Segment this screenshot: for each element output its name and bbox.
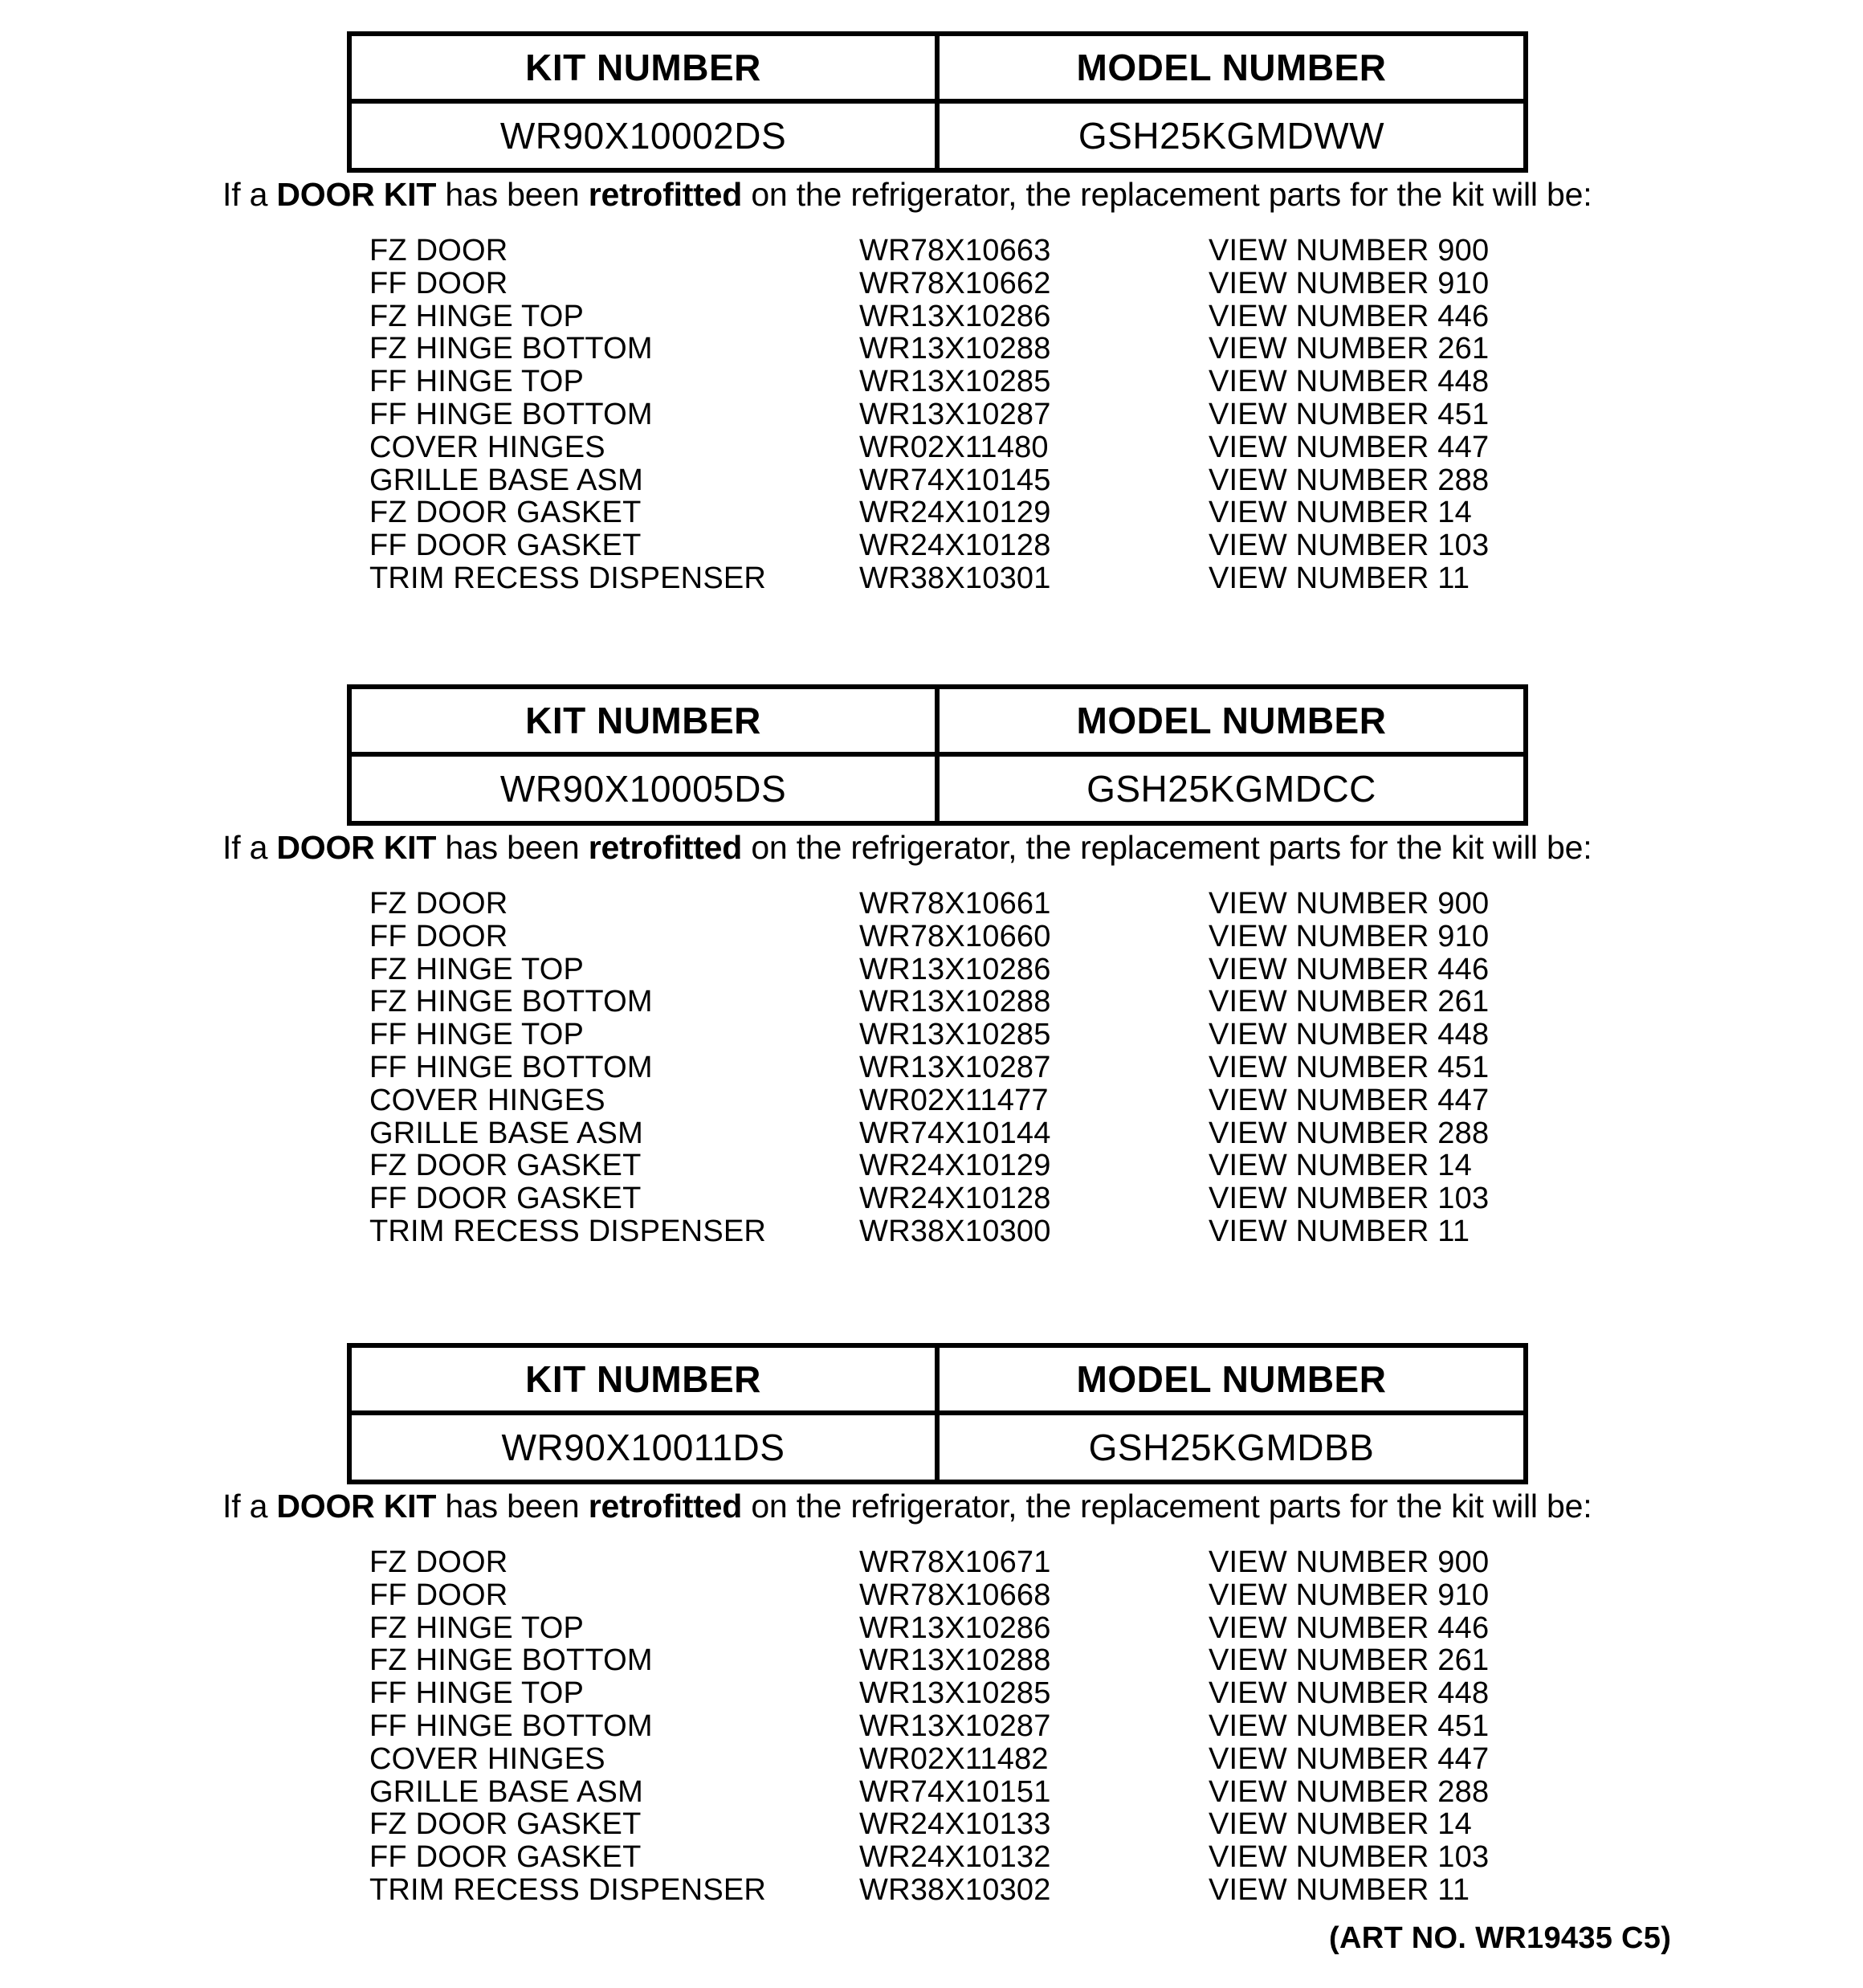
view-number: VIEW NUMBER 447: [1209, 430, 1490, 464]
view-number: VIEW NUMBER 14: [1209, 1149, 1472, 1183]
part-name: FF HINGE BOTTOM: [369, 1708, 653, 1743]
model-number-header: MODEL NUMBER: [937, 1345, 1526, 1413]
view-number: VIEW NUMBER 261: [1209, 1643, 1490, 1678]
intro-text-part1: If a: [222, 176, 277, 213]
part-name: COVER HINGES: [369, 1083, 605, 1117]
part-number: WR13X10286: [859, 952, 1051, 986]
table-header-row: [349, 687, 1526, 754]
part-name: COVER HINGES: [369, 1741, 605, 1776]
part-name: FZ DOOR: [369, 234, 508, 267]
kit-number-value: WR90X10005DS: [349, 754, 937, 823]
model-number-header: MODEL NUMBER: [937, 687, 1526, 754]
part-number: WR24X10128: [859, 529, 1051, 563]
part-number: WR24X10133: [859, 1807, 1051, 1842]
view-number: VIEW NUMBER 261: [1209, 332, 1490, 366]
part-name: FZ HINGE BOTTOM: [369, 332, 653, 366]
part-number: WR78X10660: [859, 919, 1051, 953]
retrofit-intro-sentence: [222, 1487, 1592, 1525]
part-number: WR13X10287: [859, 1708, 1051, 1743]
part-name: FZ HINGE BOTTOM: [369, 1643, 653, 1678]
view-number: VIEW NUMBER 910: [1209, 266, 1490, 300]
part-number: WR13X10285: [859, 365, 1051, 399]
part-name: FZ DOOR GASKET: [369, 1149, 642, 1183]
part-number: WR78X10671: [859, 1545, 1051, 1579]
part-number: WR24X10132: [859, 1840, 1051, 1875]
part-number: WR02X11477: [859, 1083, 1049, 1117]
view-number: VIEW NUMBER 451: [1209, 1708, 1490, 1743]
table-value-row: [349, 754, 1526, 823]
part-name: FF HINGE BOTTOM: [369, 1050, 653, 1084]
view-number: VIEW NUMBER 103: [1209, 529, 1490, 563]
view-number: VIEW NUMBER 448: [1209, 365, 1490, 399]
part-name: FF DOOR GASKET: [369, 529, 642, 563]
part-name: FF HINGE TOP: [369, 1676, 585, 1711]
part-number: WR13X10285: [859, 1018, 1051, 1052]
kit-number-value: WR90X10011DS: [349, 1413, 937, 1482]
part-name: COVER HINGES: [369, 430, 605, 464]
view-number: VIEW NUMBER 447: [1209, 1083, 1490, 1117]
intro-text-part3: on the refrigerator, the replacement parts for the kit will be:: [742, 1488, 1592, 1525]
part-name: FF HINGE BOTTOM: [369, 397, 653, 431]
part-number: WR24X10128: [859, 1182, 1051, 1216]
part-number: WR78X10668: [859, 1578, 1051, 1612]
view-number: VIEW NUMBER 451: [1209, 397, 1490, 431]
table-value-row: [349, 101, 1526, 170]
part-name: GRILLE BASE ASM: [369, 1116, 643, 1150]
part-name: FZ DOOR: [369, 887, 508, 921]
part-name: FZ HINGE TOP: [369, 299, 585, 333]
view-number: VIEW NUMBER 11: [1209, 561, 1470, 595]
intro-text-part2: has been: [436, 176, 589, 213]
kit-number-header: KIT NUMBER: [349, 687, 937, 754]
intro-bold-door-kit: DOOR KIT: [276, 829, 437, 866]
part-number: WR13X10288: [859, 1643, 1051, 1678]
part-name: FZ HINGE BOTTOM: [369, 985, 653, 1019]
part-name: GRILLE BASE ASM: [369, 1774, 643, 1809]
view-number: VIEW NUMBER 910: [1209, 1578, 1490, 1612]
kit-model-table: [347, 31, 1528, 173]
table-value-row: [349, 1413, 1526, 1482]
intro-bold-retrofitted: retrofitted: [588, 829, 743, 866]
part-number: WR24X10129: [859, 1149, 1051, 1183]
intro-bold-retrofitted: retrofitted: [588, 176, 743, 213]
view-number: VIEW NUMBER 103: [1209, 1840, 1490, 1875]
part-number: WR74X10144: [859, 1116, 1051, 1150]
part-name: FF DOOR: [369, 1578, 508, 1612]
part-name: TRIM RECESS DISPENSER: [369, 561, 767, 595]
intro-bold-door-kit: DOOR KIT: [276, 1488, 437, 1525]
view-number: VIEW NUMBER 103: [1209, 1182, 1490, 1216]
kit-number-header: KIT NUMBER: [349, 34, 937, 101]
view-number: VIEW NUMBER 288: [1209, 1116, 1490, 1150]
part-number: WR13X10288: [859, 332, 1051, 366]
part-name: FF DOOR: [369, 266, 508, 300]
kit-number-header: KIT NUMBER: [349, 1345, 937, 1413]
view-number: VIEW NUMBER 448: [1209, 1676, 1490, 1711]
intro-bold-door-kit: DOOR KIT: [276, 176, 437, 213]
part-number: WR02X11480: [859, 430, 1049, 464]
part-number: WR13X10286: [859, 299, 1051, 333]
part-name: FZ HINGE TOP: [369, 952, 585, 986]
view-number: VIEW NUMBER 11: [1209, 1214, 1470, 1248]
part-name: FZ HINGE TOP: [369, 1610, 585, 1645]
part-number: WR38X10301: [859, 561, 1051, 595]
part-number: WR13X10286: [859, 1610, 1051, 1645]
intro-text-part1: If a: [222, 829, 277, 866]
part-number: WR78X10662: [859, 266, 1051, 300]
view-number: VIEW NUMBER 446: [1209, 299, 1490, 333]
part-number: WR38X10300: [859, 1214, 1051, 1248]
view-number: VIEW NUMBER 14: [1209, 1807, 1472, 1842]
part-name: FF HINGE TOP: [369, 1018, 585, 1052]
kit-model-table: [347, 684, 1528, 826]
part-name: FF DOOR GASKET: [369, 1182, 642, 1216]
part-name: GRILLE BASE ASM: [369, 463, 643, 497]
part-name: TRIM RECESS DISPENSER: [369, 1214, 767, 1248]
intro-text-part3: on the refrigerator, the replacement parts for the kit will be:: [742, 176, 1592, 213]
view-number: VIEW NUMBER 448: [1209, 1018, 1490, 1052]
view-number: VIEW NUMBER 446: [1209, 1610, 1490, 1645]
part-name: FF HINGE TOP: [369, 365, 585, 399]
part-name: FZ DOOR GASKET: [369, 496, 642, 530]
table-header-row: [349, 1345, 1526, 1413]
model-number-value: GSH25KGMDBB: [937, 1413, 1526, 1482]
part-number: WR24X10129: [859, 496, 1051, 530]
intro-text-part2: has been: [436, 829, 589, 866]
intro-text-part1: If a: [222, 1488, 277, 1525]
view-number: VIEW NUMBER 14: [1209, 496, 1472, 530]
table-header-row: [349, 34, 1526, 101]
intro-text-part2: has been: [436, 1488, 589, 1525]
intro-text-part3: on the refrigerator, the replacement parts for the kit will be:: [742, 829, 1592, 866]
view-number: VIEW NUMBER 261: [1209, 985, 1490, 1019]
part-number: WR02X11482: [859, 1741, 1049, 1776]
part-number: WR13X10287: [859, 397, 1051, 431]
part-number: WR74X10151: [859, 1774, 1051, 1809]
part-name: TRIM RECESS DISPENSER: [369, 1872, 767, 1907]
model-number-value: GSH25KGMDWW: [937, 101, 1526, 170]
view-number: VIEW NUMBER 447: [1209, 1741, 1490, 1776]
model-number-value: GSH25KGMDCC: [937, 754, 1526, 823]
part-number: WR13X10285: [859, 1676, 1051, 1711]
model-number-header: MODEL NUMBER: [937, 34, 1526, 101]
part-name: FF DOOR GASKET: [369, 1840, 642, 1875]
retrofit-intro-sentence: [222, 828, 1592, 867]
part-name: FZ DOOR: [369, 1545, 508, 1579]
retrofit-intro-sentence: [222, 175, 1592, 214]
view-number: VIEW NUMBER 451: [1209, 1050, 1490, 1084]
view-number: VIEW NUMBER 446: [1209, 952, 1490, 986]
part-number: WR78X10663: [859, 234, 1051, 267]
view-number: VIEW NUMBER 900: [1209, 887, 1490, 921]
part-number: WR78X10661: [859, 887, 1051, 921]
part-name: FF DOOR: [369, 919, 508, 953]
kit-number-value: WR90X10002DS: [349, 101, 937, 170]
art-number-footer: (ART NO. WR19435 C5): [1329, 1921, 1672, 1955]
view-number: VIEW NUMBER 900: [1209, 1545, 1490, 1579]
view-number: VIEW NUMBER 288: [1209, 463, 1490, 497]
part-name: FZ DOOR GASKET: [369, 1807, 642, 1842]
view-number: VIEW NUMBER 11: [1209, 1872, 1470, 1907]
view-number: VIEW NUMBER 910: [1209, 919, 1490, 953]
intro-bold-retrofitted: retrofitted: [588, 1488, 743, 1525]
part-number: WR38X10302: [859, 1872, 1051, 1907]
part-number: WR13X10287: [859, 1050, 1051, 1084]
part-number: WR13X10288: [859, 985, 1051, 1019]
part-number: WR74X10145: [859, 463, 1051, 497]
kit-model-table: [347, 1343, 1528, 1484]
view-number: VIEW NUMBER 288: [1209, 1774, 1490, 1809]
view-number: VIEW NUMBER 900: [1209, 234, 1490, 267]
